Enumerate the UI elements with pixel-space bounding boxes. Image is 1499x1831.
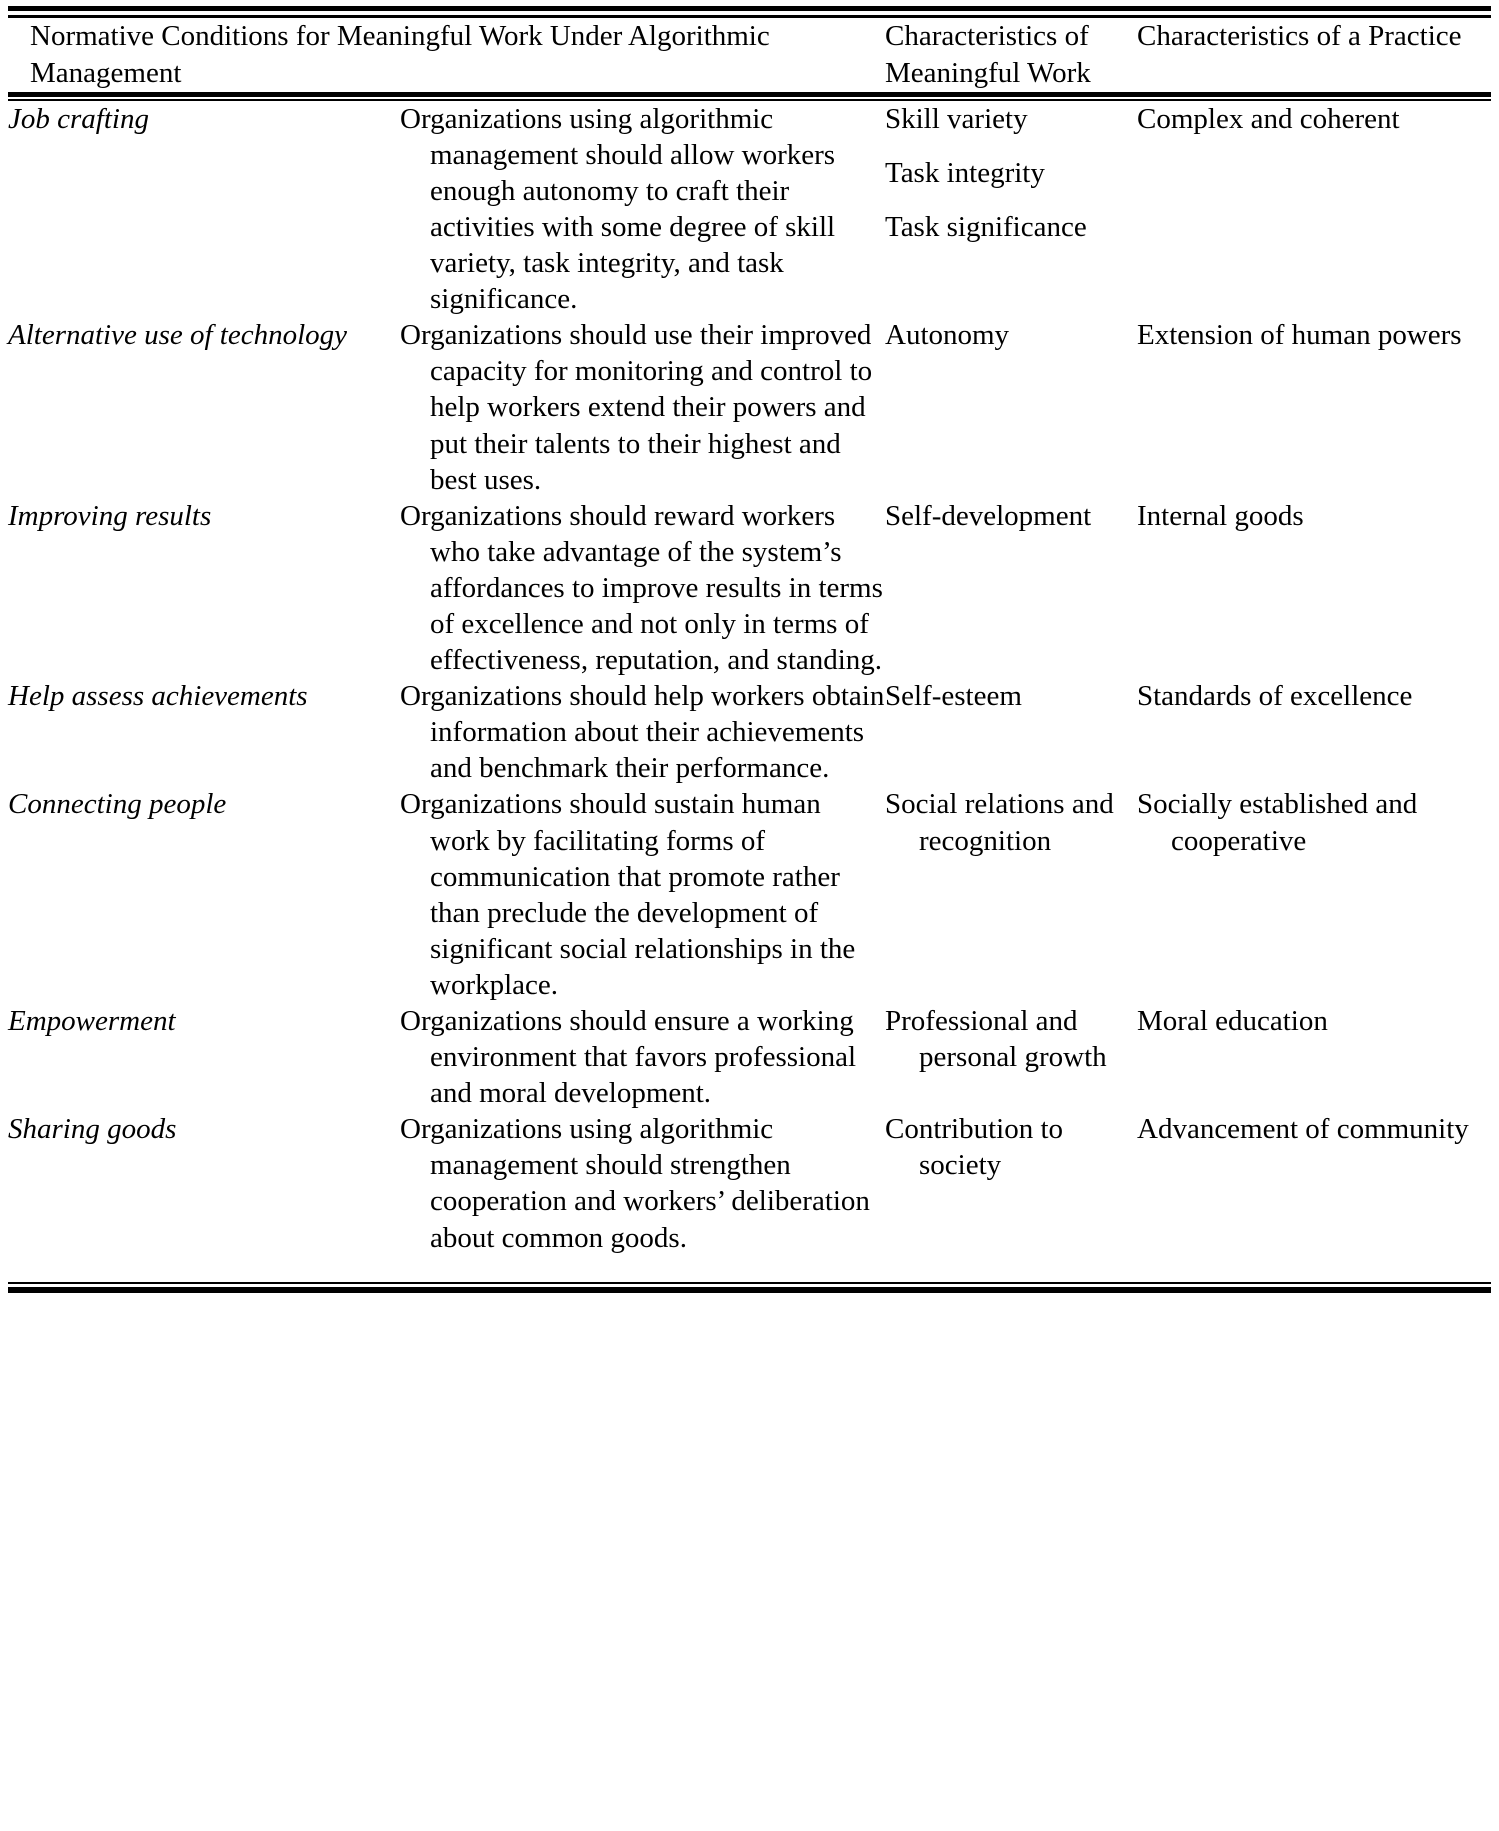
cell-condition xyxy=(8,1003,400,1111)
meaningful-work-list xyxy=(885,786,1137,858)
meaningful-work-item: Social relations and recognition xyxy=(885,788,1114,857)
cell-meaningful-work xyxy=(885,498,1137,678)
cell-meaningful-work xyxy=(885,678,1137,786)
cell-practice xyxy=(1137,1003,1491,1111)
cell-meaningful-work xyxy=(885,786,1137,1003)
cell-condition xyxy=(8,498,400,678)
meaningful-work-item: Skill variety xyxy=(885,102,1028,135)
column-header-practice: Characteristics of a Practice xyxy=(1137,20,1462,52)
cell-practice xyxy=(1137,498,1491,678)
cell-description xyxy=(400,101,885,318)
header-rule-thick xyxy=(8,92,1491,97)
cell-description xyxy=(400,1111,885,1281)
column-header-meaningful-work: Characteristics of Meaningful Work xyxy=(885,20,1091,89)
meaningful-work-item: Self-esteem xyxy=(885,680,1022,713)
cell-condition xyxy=(8,317,400,497)
cell-meaningful-work xyxy=(885,1111,1137,1281)
cell-condition xyxy=(8,786,400,1003)
cell-description xyxy=(400,678,885,786)
condition-label: Help assess achievements xyxy=(8,680,308,713)
description-text: Organizations using algorithmic management should strengthen cooperation and workers’ deliberation about common goods. xyxy=(400,1113,870,1254)
column-header-condition: Normative Conditions for Meaningful Work Under Algorithmic Management xyxy=(30,20,770,89)
meaningful-work-list xyxy=(885,317,1137,353)
condition-label: Improving results xyxy=(8,499,212,532)
meaningful-work-item: Autonomy xyxy=(885,319,1010,352)
meaningful-work-item: Contribution to society xyxy=(885,1113,1064,1182)
normative-conditions-table-body xyxy=(8,101,1491,1282)
cell-practice xyxy=(1137,317,1491,497)
condition-label: Job crafting xyxy=(8,102,149,135)
practice-label: Moral education xyxy=(1137,1005,1328,1037)
practice-label: Advancement of community xyxy=(1137,1113,1469,1146)
cell-practice xyxy=(1137,678,1491,786)
practice-label: Complex and coherent xyxy=(1137,102,1400,135)
description-text: Organizations should sustain human work by facilitating forms of communication that promote rather than preclude the development of significant social relationships in the workplace. xyxy=(400,788,856,1001)
table-row xyxy=(8,317,1491,497)
condition-label: Empowerment xyxy=(8,1005,176,1037)
practice-label: Internal goods xyxy=(1137,499,1304,532)
cell-practice xyxy=(1137,1111,1491,1281)
normative-conditions-table xyxy=(8,18,1491,92)
description-text: Organizations should use their improved capacity for monitoring and control to help workers extend their powers and put their talents to their highest and best uses. xyxy=(400,319,873,496)
meaningful-work-list xyxy=(885,101,1137,245)
description-text: Organizations using algorithmic management should allow workers enough autonomy to craft their activities with some degree of skill variety, task integrity, and task significance. xyxy=(400,102,836,316)
table-row xyxy=(8,678,1491,786)
meaningful-work-item: Professional and personal growth xyxy=(885,1005,1107,1074)
cell-condition xyxy=(8,1111,400,1281)
table-head xyxy=(8,18,1491,92)
cell-condition xyxy=(8,101,400,318)
table-row xyxy=(8,1003,1491,1111)
cell-meaningful-work xyxy=(885,101,1137,318)
cell-practice xyxy=(1137,786,1491,1003)
description-text: Organizations should reward workers who take advantage of the system’s affordances to improve results in terms of excellence and not only in terms of effectiveness, reputation, and standing. xyxy=(400,499,883,677)
condition-label: Alternative use of technology xyxy=(8,319,348,352)
table-page xyxy=(0,6,1499,1831)
cell-condition xyxy=(8,678,400,786)
condition-label: Connecting people xyxy=(8,788,227,821)
cell-practice xyxy=(1137,101,1491,318)
cell-description xyxy=(400,1003,885,1111)
table-body xyxy=(8,101,1491,1282)
practice-label: Standards of excellence xyxy=(1137,680,1413,713)
practice-label: Extension of human powers xyxy=(1137,319,1462,352)
table-row xyxy=(8,498,1491,678)
meaningful-work-list xyxy=(885,1003,1137,1075)
table-row xyxy=(8,786,1491,1003)
cell-meaningful-work xyxy=(885,1003,1137,1111)
header-row xyxy=(8,18,1491,92)
meaningful-work-list xyxy=(885,1111,1137,1183)
table-row xyxy=(8,101,1491,318)
practice-label: Socially established and cooperative xyxy=(1137,788,1418,857)
cell-description xyxy=(400,317,885,497)
cell-description xyxy=(400,498,885,678)
cell-meaningful-work xyxy=(885,317,1137,497)
meaningful-work-list xyxy=(885,498,1137,534)
cell-description xyxy=(400,786,885,1003)
table-row xyxy=(8,1111,1491,1281)
description-text: Organizations should ensure a working environment that favors professional and moral development. xyxy=(400,1005,857,1110)
meaningful-work-list xyxy=(885,678,1137,714)
top-double-rule xyxy=(8,6,1491,18)
bottom-rule-thick xyxy=(8,1287,1491,1293)
meaningful-work-item: Task integrity xyxy=(885,156,1045,189)
meaningful-work-item: Self-development xyxy=(885,499,1092,532)
meaningful-work-item: Task significance xyxy=(885,210,1087,243)
bottom-double-rule xyxy=(8,1282,1491,1293)
description-text: Organizations should help workers obtain information about their achievements and benchmark their performance. xyxy=(400,680,885,785)
condition-label: Sharing goods xyxy=(8,1113,177,1146)
